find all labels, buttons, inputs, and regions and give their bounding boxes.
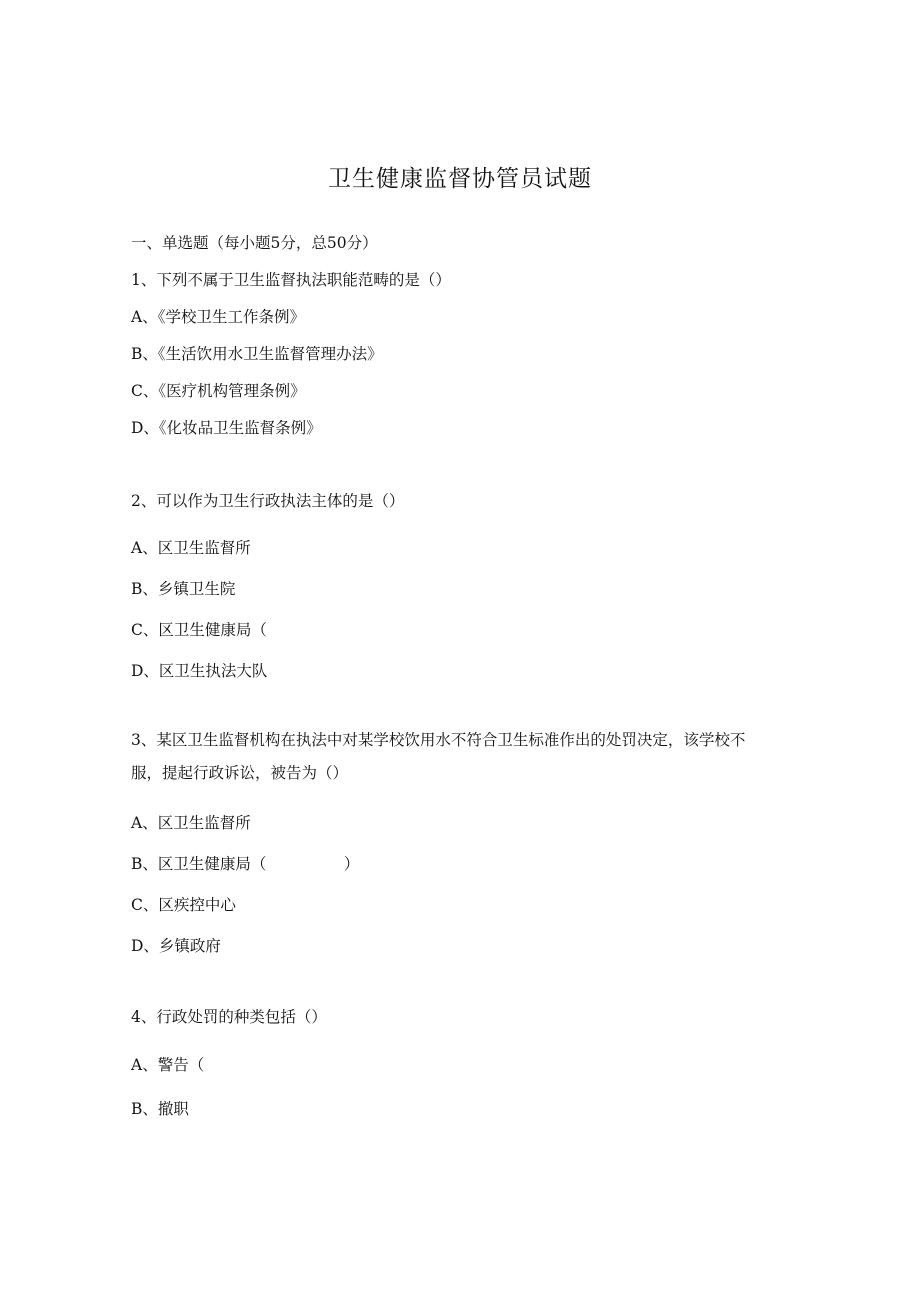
- document-title: 卫生健康监督协管员试题: [328, 166, 592, 192]
- question-4-option-b: B、撤职: [131, 1100, 189, 1118]
- question-2-option-b: B、乡镇卫生院: [131, 580, 236, 598]
- question-2-stem: 2、可以作为卫生行政执法主体的是（）: [131, 492, 405, 510]
- question-1-option-b: B、《生活饮用水卫生监督管理办法》: [131, 345, 383, 363]
- question-1-option-a: A、《学校卫生工作条例》: [131, 308, 305, 326]
- section-heading: 一、单选题（每小题5分，总50分）: [131, 234, 378, 252]
- question-2-option-d: D、区卫生执法大队: [131, 662, 268, 680]
- question-3-stem: 3、某区卫生监督机构在执法中对某学校饮用水不符合卫生标准作出的处罚决定，该学校不服，提起行政诉讼，被告为（）: [131, 731, 746, 782]
- question-1-option-c: C、《医疗机构管理条例》: [131, 382, 306, 400]
- question-1-option-d: D、《化妆品卫生监督条例》: [131, 419, 322, 437]
- question-3-option-c: C、区疾控中心: [131, 896, 236, 914]
- question-3-option-b: B、区卫生健康局（ ）: [131, 855, 360, 873]
- question-4-option-a: A、警告（: [131, 1056, 205, 1074]
- question-2-option-a: A、区卫生监督所: [131, 539, 251, 557]
- question-1-stem: 1、下列不属于卫生监督执法职能范畴的是（）: [131, 271, 451, 289]
- question-2-option-c: C、区卫生健康局（: [131, 621, 267, 639]
- question-4-stem: 4、行政处罚的种类包括（）: [131, 1008, 327, 1026]
- question-3-option-d: D、乡镇政府: [131, 937, 221, 955]
- question-3-option-a: A、区卫生监督所: [131, 814, 251, 832]
